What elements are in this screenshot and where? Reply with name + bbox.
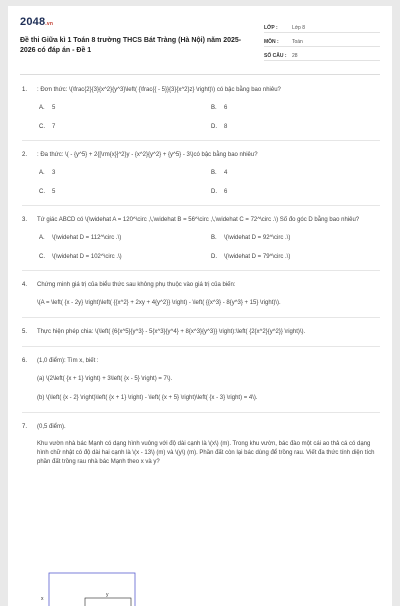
meta-value: 28 [292,52,298,59]
question-text: Tứ giác ABCD có \(\widehat A = 120^\circ ,\,\widehat B = 56^\circ ,\,\widehat C = 72^\circ .\) Số đo góc D bằng bao nhiêu? [37,217,360,223]
question-1 [22,86,380,131]
figure-label-y: y [106,592,109,598]
question-number: 2. [22,152,28,158]
question-divider [22,140,380,141]
question-divider [22,317,380,318]
question-4 [22,281,380,308]
question-number: 3. [22,217,28,223]
meta-label: MÔN : [264,38,279,45]
option-letter: A. [39,105,45,111]
option-letter: D. [211,189,217,195]
garden-figure [30,569,140,606]
meta-label: SỐ CÂU : [264,52,287,59]
question-5 [22,328,380,337]
question-text: Chứng minh giá trị của biểu thức sau không phụ thuộc vào giá trị của biến: [37,282,236,288]
option-text: \(\widehat D = 79^\circ .\) [224,254,291,260]
option-letter: B. [211,235,217,241]
question-divider [22,346,380,347]
exam-page [8,6,392,606]
exam-meta [264,23,380,65]
question-6 [22,357,380,403]
question-7 [22,423,380,467]
option-d[interactable] [211,253,383,261]
option-a[interactable] [39,104,211,112]
option-letter: C. [39,124,45,130]
option-text: \(\widehat D = 92^\circ .\) [224,235,291,241]
meta-label: LỚP : [264,24,278,31]
option-text: \(\widehat D = 112^\circ .\) [52,235,122,241]
option-b[interactable] [211,234,383,242]
question-list [22,86,380,467]
option-b[interactable] [211,169,383,177]
option-a[interactable] [39,169,211,177]
option-letter: A. [39,170,45,176]
question-number: 1. [22,87,28,93]
option-text: 8 [224,124,228,130]
question-text: : Đa thức: \( - {y^5} + 2{[\rm{x}]^2}y - {x^2}{y^2} + {y^5} - 3\)có bậc bằng bao nhiêu? [37,152,258,158]
question-divider [22,205,380,206]
option-d[interactable] [211,188,383,196]
option-d[interactable] [211,123,383,131]
option-text: \(\widehat D = 102^\circ .\) [52,254,122,260]
logo-suffix: .vn [45,21,54,27]
option-letter: B. [211,170,217,176]
option-letter: A. [39,235,45,241]
option-text: 5 [52,189,56,195]
question-text: (0,5 điểm). [37,424,66,430]
question-text: Thực hiện phép chia: \(\left( {6{x^5}{y^3} - 5{x^3}{y^4} + 8{x^3}{y^3}} \right):\left( {2{x^2}{y^2}} \right)\). [37,329,306,335]
answer-options [39,169,380,196]
option-c[interactable] [39,188,211,196]
meta-value: Toán [292,38,303,45]
meta-value: Lớp 8 [292,24,306,31]
sub-question-a: (a) \(2\left( {x + 1} \right) + 3\left( {x - 5} \right) = 7\). [37,376,173,382]
question-text: (1,0 điểm): Tìm x, biết : [37,358,99,364]
question-number: 4. [22,282,28,288]
option-b[interactable] [211,104,383,112]
question-number: 5. [22,329,28,335]
site-logo[interactable] [20,16,53,28]
question-divider [22,270,380,271]
option-text: 3 [52,170,56,176]
sub-question-b: (b) \(\left( {x - 2} \right)\left( {x + 1} \right) - \left( {x + 5} \right)\left( {x - 3} \right) = 4\). [37,395,258,401]
option-letter: C. [39,254,45,260]
option-letter: D. [211,254,217,260]
option-a[interactable] [39,234,211,242]
option-text: 4 [224,170,228,176]
option-letter: B. [211,105,217,111]
answer-options [39,234,380,261]
question-text: : Đơn thức: \(\frac{2}{3}{x^2}{y^3}\left( {\frac{{ - 5}}{3}{x^2}z} \right)\) có bậc bằng bao nhiêu? [37,87,281,93]
answer-options [39,104,380,131]
option-letter: D. [211,124,217,130]
page-header [20,14,380,68]
option-text: 5 [52,105,56,111]
option-text: 6 [224,105,228,111]
option-text: 7 [52,124,56,130]
pond-rectangle [85,598,131,606]
logo-text: 2048 [20,16,46,28]
question-3 [22,216,380,261]
page-title: Đề thi Giữa kì 1 Toán 8 trường THCS Bát Tràng (Hà Nội) năm 2025-2026 có đáp án - Đề 1 [20,37,242,54]
option-c[interactable] [39,123,211,131]
question-divider [22,412,380,413]
garden-square [49,573,135,606]
question-paragraph: Khu vườn nhà bác Mạnh có dạng hình vuông với độ dài cạnh là \(x\) (m). Trong khu vườn, bác đào một cái ao thả cá có dạng hình chữ nhật có độ dài hai cạnh là \(x - 13\) (m) và \(y\) (m). Phần đất còn lại bác dùng để trồng rau. Viết đa thức tính diện tích phần đất trồng rau nhà bác Mạnh theo x và y? [37,441,375,465]
question-number: 7. [22,424,28,430]
meta-row-count [264,51,380,61]
meta-row-subject [264,37,380,47]
header-divider [20,74,380,75]
question-number: 6. [22,358,28,364]
figure-label-x: x [41,596,44,602]
question-2 [22,151,380,196]
option-text: 6 [224,189,228,195]
meta-row-class [264,23,380,33]
option-c[interactable] [39,253,211,261]
option-letter: C. [39,189,45,195]
question-expression: \(A = \left( {x - 2y} \right)\left( {{x^2} + 2xy + 4{y^2}} \right) - \left( {{x^3} - 8{y^3} + 15} \right)\). [37,300,281,306]
